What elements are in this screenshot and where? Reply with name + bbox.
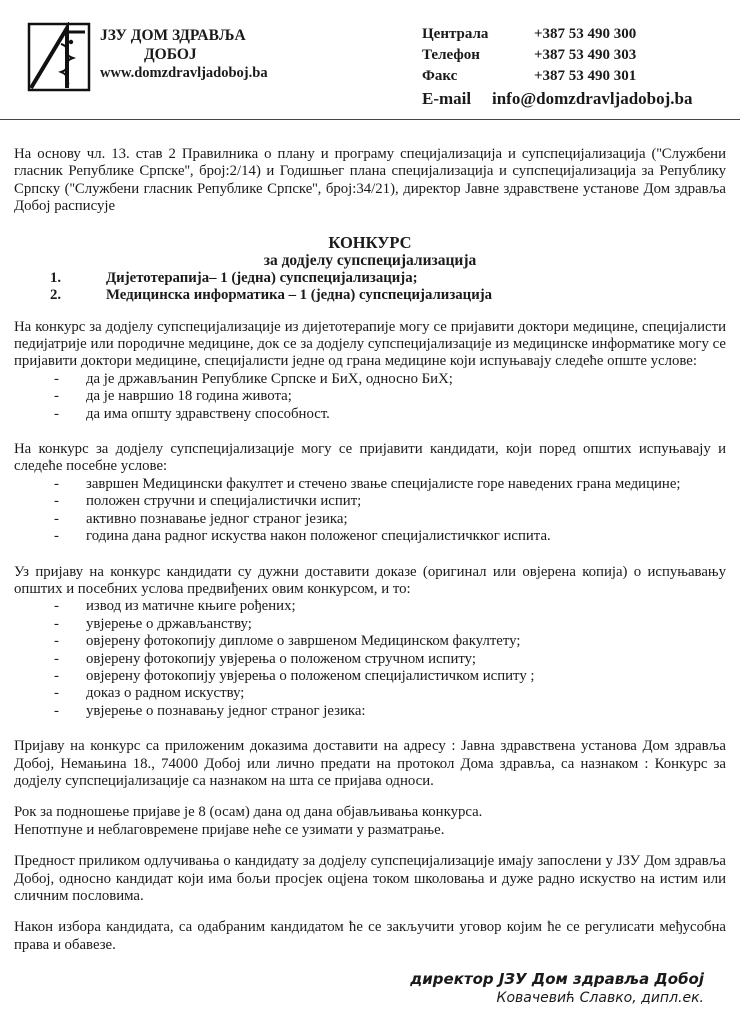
list-number: 2. bbox=[50, 287, 62, 304]
special-conditions-list bbox=[14, 476, 726, 546]
email-row bbox=[422, 87, 692, 111]
priority-paragraph: Предност приликом одлучивања о кандидату за додјелу супспецијализације имају запослени у ЈЗУ Дом здравља Добој, односно кандидат који има бољи просјек оцјена током школовања и дуже радно искуство на истим или сличним пословима. bbox=[14, 853, 726, 904]
document-subtitle: за додјелу супспецијализација bbox=[263, 251, 477, 269]
contact-value: +387 53 490 300 bbox=[534, 26, 637, 42]
list-item: - овјерену фотокопију дипломе о завршеном Медицинском факултету; bbox=[14, 633, 726, 650]
list-text: овјерену фотокопију увјерења о положеном стручном испиту; bbox=[86, 650, 476, 667]
list-item: - увјерење о држављанству; bbox=[14, 616, 726, 633]
list-item: - овјерену фотокопију увјерења о положеном специјалистичком испиту ; bbox=[14, 668, 726, 685]
list-text: положен стручни и специјалистички испит; bbox=[86, 493, 362, 510]
org-city: ДОБОЈ bbox=[144, 46, 197, 63]
list-item: - доказ о радном искуству; bbox=[14, 685, 726, 702]
list-text: извод из матичне књиге рођених; bbox=[86, 598, 296, 615]
list-item: - да је навршио 18 година живота; bbox=[14, 388, 726, 405]
email-label: E-mail bbox=[422, 89, 472, 108]
list-item bbox=[14, 287, 726, 305]
list-text: увјерење о држављанству; bbox=[86, 615, 252, 632]
contact-label: Централа bbox=[422, 26, 489, 42]
contact-label: Телефон bbox=[422, 47, 480, 63]
list-text: Дијетотерапија– 1 (једна) супспецијализација; bbox=[106, 269, 418, 286]
contract-paragraph: Након избора кандидата, са одабраним кандидатом ће се закључити уговор којим ће се регулисати међусобна права и обавезе. bbox=[14, 919, 726, 953]
list-item: - извод из матичне књиге рођених; bbox=[14, 598, 726, 615]
org-name: ЈЗУ ДОМ ЗДРАВЉА bbox=[100, 27, 246, 44]
contact-row bbox=[422, 24, 692, 45]
list-text: да је навршио 18 година живота; bbox=[86, 388, 292, 405]
special-conditions-paragraph: На конкурс за додјелу супспецијализације могу се пријавити кандидати, који поред општих испуњавају и следеће посебне услове: bbox=[14, 441, 726, 475]
list-text: увјерење о познавању једног страног језика: bbox=[86, 702, 366, 719]
list-text: да има општу здравствену способност. bbox=[86, 405, 330, 422]
signature-block bbox=[410, 969, 704, 1007]
header-divider bbox=[0, 119, 740, 120]
list-text: Медицинска информатика – 1 (једна) супспецијализација bbox=[106, 287, 493, 304]
list-item: - завршен Медицински факултет и стечено звање специјалисте горе наведених грана медицине; bbox=[14, 476, 726, 493]
contact-value: +387 53 490 303 bbox=[534, 47, 637, 63]
contact-label: Факс bbox=[422, 68, 458, 84]
incomplete-notice-line: Непотпуне и неблаговремене пријаве неће се узимати у разматрање. bbox=[14, 821, 445, 838]
contact-row bbox=[422, 45, 692, 66]
deadline-line: Рок за подношење пријаве је 8 (осам) дана од дана објављивања конкурса. bbox=[14, 804, 483, 821]
email-value: info@domzdravljadoboj.ba bbox=[492, 89, 693, 108]
list-item: - година дана радног искуства након положеног специјалистичкког испита. bbox=[14, 528, 726, 545]
signature-name: Ковачевић Славко, дипл.ек. bbox=[496, 990, 704, 1006]
list-item: - активно познавање једног страног језика; bbox=[14, 511, 726, 528]
submission-paragraph: Пријаву на конкурс са приложеним доказима доставити на адресу : Јавна здравствена установа Дом здравља Добој, Немањина 18., 74000 Добој или лично предати на протокол Дома здравља, са назнаком : Конкурс за додјелу супспецијализације са назнаком на шта се пријава односи. bbox=[14, 738, 726, 789]
org-website: www.domzdravljadoboj.ba bbox=[100, 65, 268, 81]
list-item bbox=[14, 270, 726, 288]
list-item: - положен стручни и специјалистички испит; bbox=[14, 493, 726, 510]
contact-block bbox=[422, 24, 692, 111]
contact-row bbox=[422, 66, 692, 87]
positions-list bbox=[14, 270, 726, 305]
intro-paragraph: На основу чл. 13. став 2 Правилника о плану и програму специјализација и супспецијализација (''Службени гласник Републике Српске'', број:2/14) и Годишњег плана специјализација и супспецијализација за Републику Српску (''Службени гласник Републике Српске'', број:34/21), директор Јавне здравствене установе Дом здравља Добој расписује bbox=[14, 146, 726, 215]
list-text: активно познавање једног страног језика; bbox=[86, 510, 348, 527]
general-conditions-list bbox=[14, 371, 726, 423]
list-item: - да је држављанин Републике Српске и БиХ, односно БиХ; bbox=[14, 371, 726, 388]
documents-list bbox=[14, 598, 726, 720]
list-text: да је држављанин Републике Српске и БиХ, односно БиХ; bbox=[86, 370, 453, 387]
organization-block bbox=[100, 26, 268, 83]
list-text: овјерену фотокопију увјерења о положеном специјалистичком испиту ; bbox=[86, 667, 535, 684]
document-title: КОНКУРС bbox=[328, 232, 412, 252]
list-number: 1. bbox=[50, 269, 62, 286]
document-body bbox=[14, 146, 726, 954]
documents-paragraph: Уз пријаву на конкурс кандидати су дужни доставити доказе (оригинал или овјерена копија) о испуњавању општих и посебних услова предвиђених овим конкурсом, и то: bbox=[14, 563, 726, 597]
list-item: - увјерење о познавању једног страног језика: bbox=[14, 703, 726, 720]
health-center-logo bbox=[27, 22, 91, 92]
list-item: - овјерену фотокопију увјерења о положеном стручном испиту; bbox=[14, 651, 726, 668]
list-text: година дана радног искуства након положеног специјалистичкког испита. bbox=[86, 528, 551, 545]
list-text: доказ о радном искуству; bbox=[86, 685, 245, 702]
contact-value: +387 53 490 301 bbox=[534, 68, 637, 84]
general-conditions-paragraph: На конкурс за додјелу супспецијализације из дијетотерапије могу се пријавити доктори медицине, специјалисти педијатрије или породичне медицине, док се за додјелу супспецијализације из медицинске информатике могу се пријавити доктори медицине, специјалисти једне од грана медицине који испуњавају следеће опште услове: bbox=[14, 318, 726, 370]
list-text: овјерену фотокопију дипломе о завршеном Медицинском факултету; bbox=[86, 633, 521, 650]
list-item: - да има општу здравствену способност. bbox=[14, 406, 726, 423]
list-text: завршен Медицински факултет и стечено звање специјалисте горе наведених грана медицине; bbox=[86, 475, 681, 492]
signature-title: директор ЈЗУ Дом здравља Добој bbox=[410, 970, 704, 988]
